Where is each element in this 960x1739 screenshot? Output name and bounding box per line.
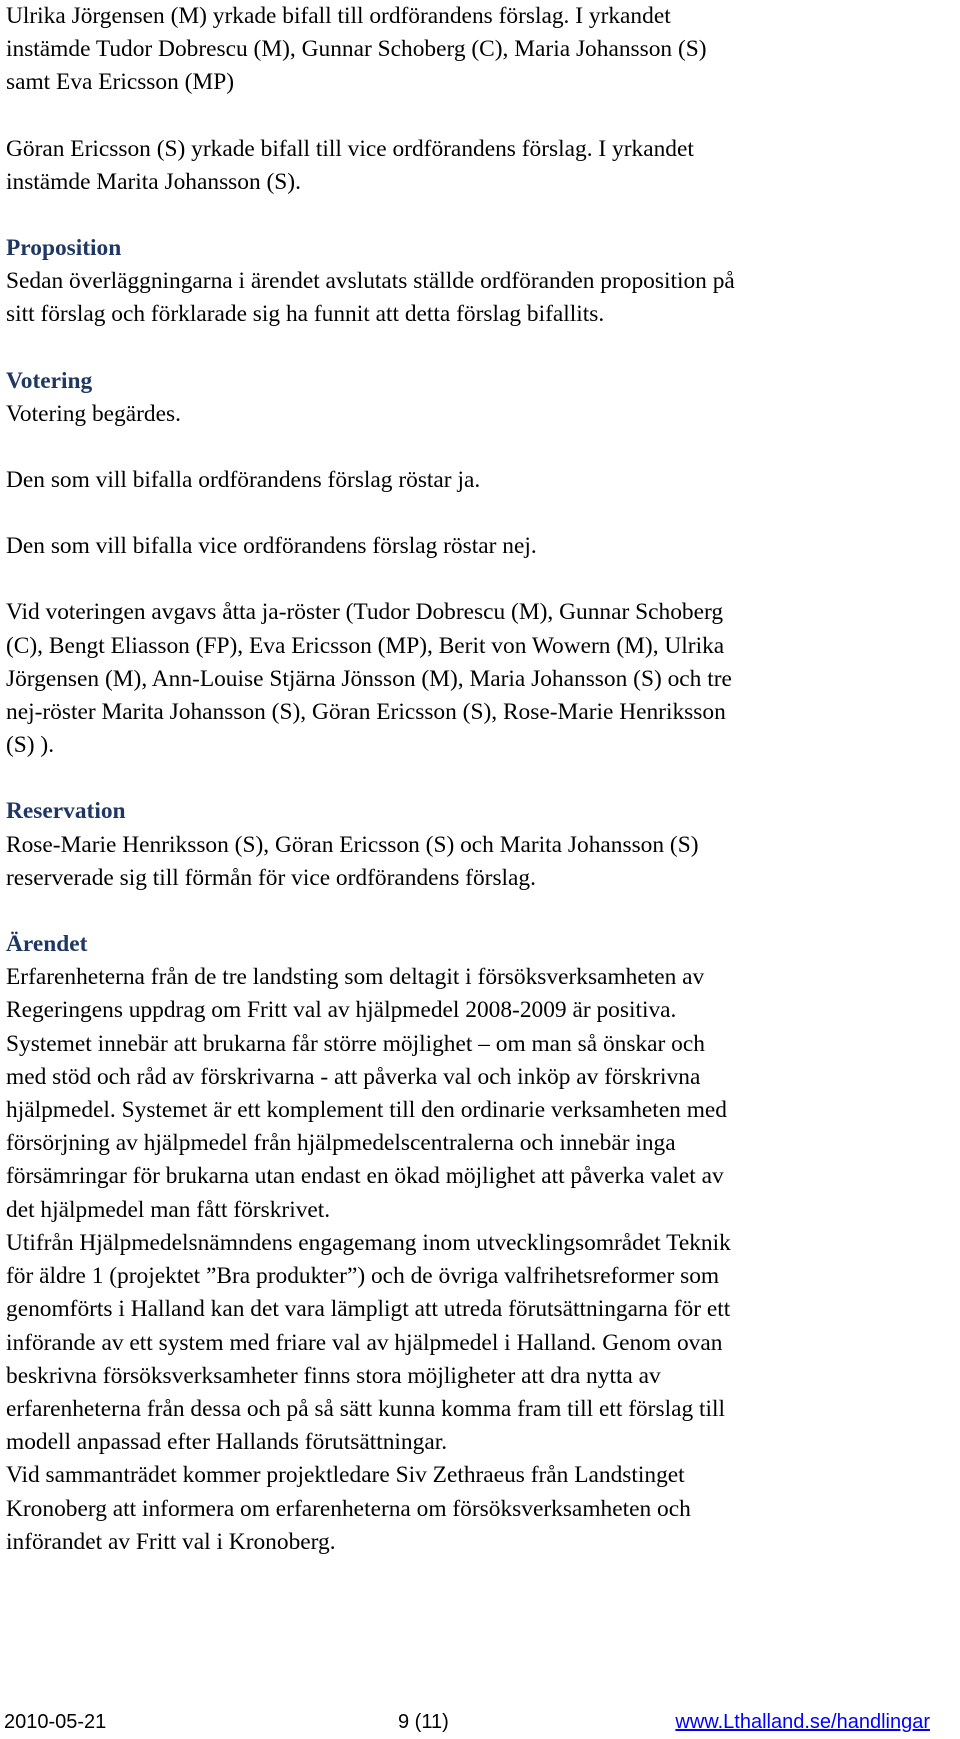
paragraph-spacer xyxy=(6,332,954,365)
paragraph-spacer xyxy=(6,895,954,928)
body-paragraph: Vid voteringen avgavs åtta ja-röster (Tudor Dobrescu (M), Gunnar Schoberg (C), Bengt Eliasson (FP), Eva Ericsson (MP), Berit von Wowern (M), Ulrika Jörgensen (M), Ann-Louise Stjärna Jönsson (M), Maria Johansson (S) och tre nej-röster Marita Johansson (S), Göran Ericsson (S), Rose-Marie Henriksson (S) ). xyxy=(6,599,732,759)
body-paragraph: Votering begärdes. xyxy=(6,400,181,427)
paragraph-spacer xyxy=(6,199,954,232)
body-paragraph: Ulrika Jörgensen (M) yrkade bifall till ordförandens förslag. I yrkandet instämde Tudor Dobrescu (M), Gunnar Schoberg (C), Maria Johansson (S) samt Eva Ericsson (MP) xyxy=(6,3,707,96)
body-paragraph: Den som vill bifalla vice ordförandens förslag röstar nej. xyxy=(6,533,537,560)
body-paragraph: Erfarenheterna från de tre landsting som deltagit i försöksverksamheten av Regeringens uppdrag om Fritt val av hjälpmedel 2008-2009 är positiva. Systemet innebär att brukarna får större möjlighet – om man så önskar och med stöd och råd av förskrivarna - att påverka val och inköp av förskrivna hjälpmedel. Systemet är ett komplement till den ordinarie verksamheten med försörjning av hjälpmedel från hjälpmedelscentralerna och innebär inga försämringar för brukarna utan endast en ökad möjlighet att påverka valet av det hjälpmedel man fått förskrivet. Utifrån Hjälpmedelsnämndens engagemang inom utvecklingsområdet Teknik för äldre 1 (projektet ”Bra produkter”) och de övriga valfrihetsreformer som genomförts i Halland kan det vara lämpligt att utreda förutsättningarna för ett införande av ett system med friare val av hjälpmedel i Halland. Genom ovan beskrivna försöksverksamheter finns stora möjligheter att dra nytta av erfarenheterna från dessa och på så sätt kunna komma fram till ett förslag till modell anpassad efter Hallands förutsättningar. Vid sammanträdet kommer projektledare Siv Zethraeus från Landstinget Kronoberg att informera om erfarenheterna om försöksverksamheten och införandet av Fritt val i Kronoberg. xyxy=(6,964,731,1555)
body-paragraph: Göran Ericsson (S) yrkade bifall till vice ordförandens förslag. I yrkandet instämde Marita Johansson (S). xyxy=(6,135,694,195)
page-footer xyxy=(0,1706,960,1739)
paragraph-spacer xyxy=(6,497,954,530)
section-heading: Votering xyxy=(6,367,93,394)
footer-link[interactable]: www.Lthalland.se/handlingar xyxy=(675,1711,930,1733)
paragraph-spacer xyxy=(6,100,954,133)
paragraph-spacer xyxy=(6,762,954,795)
body-paragraph: Rose-Marie Henriksson (S), Göran Ericsson (S) och Marita Johansson (S) reserverade sig till förmån för vice ordförandens förslag. xyxy=(6,831,699,891)
section-heading: Ärendet xyxy=(6,931,88,958)
footer-date: 2010-05-21 xyxy=(4,1711,107,1733)
section-heading: Proposition xyxy=(6,235,122,262)
document-page xyxy=(6,0,954,1559)
paragraph-spacer xyxy=(6,563,954,596)
section-heading: Reservation xyxy=(6,798,126,825)
body-paragraph: Den som vill bifalla ordförandens förslag röstar ja. xyxy=(6,467,481,494)
body-paragraph: Sedan överläggningarna i ärendet avslutats ställde ordföranden proposition på sitt förslag och förklarade sig ha funnit att detta förslag bifallits. xyxy=(6,268,735,328)
paragraph-spacer xyxy=(6,431,954,464)
footer-page-number: 9 (11) xyxy=(398,1711,449,1733)
